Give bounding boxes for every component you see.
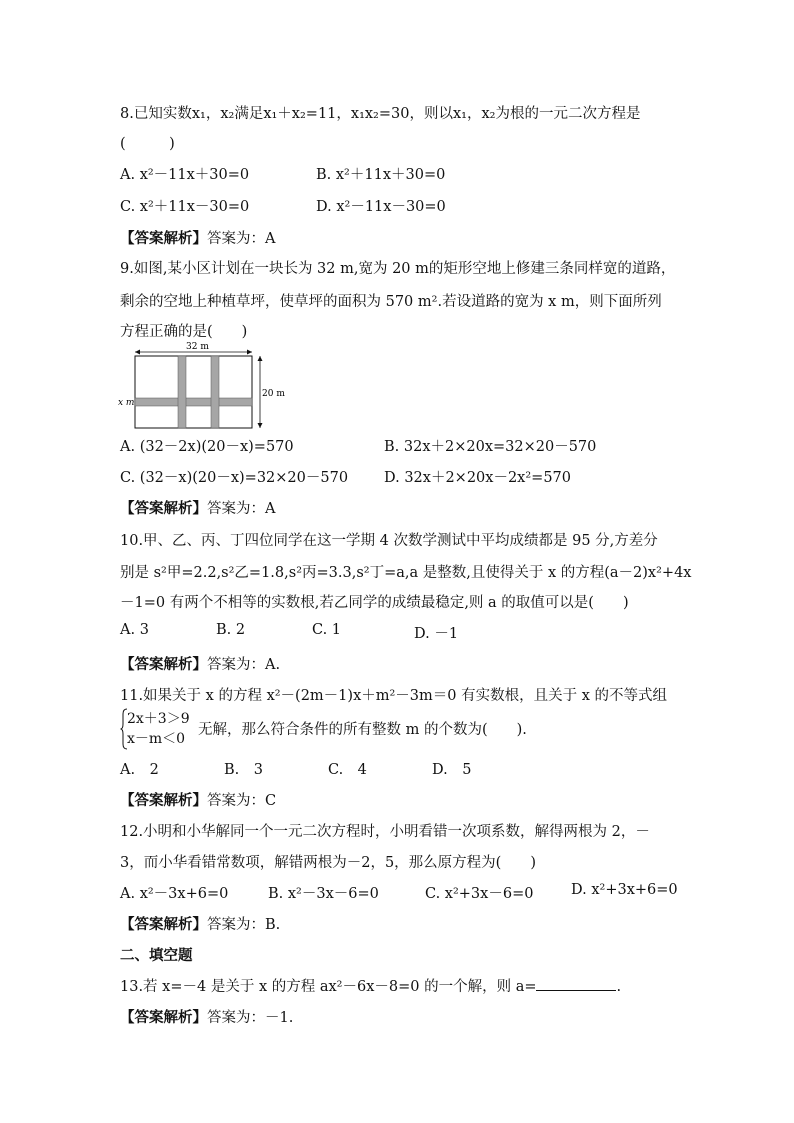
q10-option-d: D. －1: [414, 626, 459, 642]
q8-option-d: D. x²－11x－30=0: [316, 199, 446, 215]
arrow-bottom-head: [258, 423, 263, 428]
vertical-road-2: [211, 356, 219, 428]
q11-option-d: D. 5: [432, 762, 472, 778]
answer-label: 【答案解析】: [120, 231, 207, 247]
q10-option-a: A. 3: [120, 622, 149, 638]
q12-stem-line2: 3，而小华看错常数项，解错两根为－2，5，那么原方程为( ): [120, 855, 536, 871]
q8-option-a: A. x²－11x＋30=0: [120, 167, 250, 183]
q13-stem: [120, 975, 621, 996]
q10-stem-line3: －1=0 有两个不相等的实数根,若乙同学的成绩最稳定,则 a 的取值可以是( ): [120, 595, 629, 611]
answer-label: 【答案解析】: [120, 917, 207, 933]
system-line-1: 2x＋3＞9: [127, 711, 190, 727]
q8-stem-line1: 8.已知实数x₁，x₂满足x₁＋x₂=11，x₁x₂=30，则以x₁，x₂为根的一元二次方程是: [120, 106, 641, 122]
answer-text: 答案为：A.: [207, 657, 281, 673]
q9-stem-line1: 9.如图,某小区计划在一块长为 32 m,宽为 20 m的矩形空地上修建三条同样宽的道路，: [120, 261, 676, 277]
width-label: 32 m: [186, 342, 209, 352]
q12-option-c: C. x²+3x－6=0: [425, 886, 534, 902]
q8-answer: [120, 227, 275, 248]
q9-option-c: C. (32－x)(20－x)=32×20－570: [120, 470, 349, 486]
q10-option-c: C. 1: [312, 622, 342, 638]
answer-text: 答案为：A: [207, 501, 276, 517]
q12-option-a: A. x²－3x+6=0: [120, 886, 229, 902]
arrow-right-head: [247, 350, 252, 355]
vertical-road-1: [178, 356, 186, 428]
answer-label: 【答案解析】: [120, 501, 207, 517]
field-rectangle: [135, 356, 252, 428]
horizontal-road: [135, 398, 252, 406]
answer-label: 【答案解析】: [120, 1010, 207, 1026]
q11-answer: [120, 789, 276, 810]
q8-option-c: C. x²＋11x－30=0: [120, 199, 250, 215]
q9-option-d: D. 32x＋2×20x－2x²=570: [384, 470, 571, 486]
q11-option-b: B. 3: [224, 762, 263, 778]
q9-stem-line3: 方程正确的是( ): [120, 324, 248, 340]
q10-stem-line2: 别是 s²甲=2.2,s²乙=1.8,s²丙=3.3,s²丁=a,a 是整数,且使得关于 x 的方程(a－2)x²+4x: [120, 565, 692, 581]
q11-stem-line1: 11.如果关于 x 的方程 x²－(2m－1)x＋m²－3m＝0 有实数根，且关于 x 的不等式组: [120, 688, 668, 704]
q11-option-a: A. 2: [120, 762, 159, 778]
q11-option-c: C. 4: [328, 762, 367, 778]
q12-option-d: D. x²+3x+6=0: [571, 882, 678, 898]
q12-stem-line1: 12.小明和小华解同一个一元二次方程时，小明看错一次项系数，解得两根为 2，－: [120, 824, 650, 840]
answer-blank: [536, 977, 616, 991]
q10-answer: [120, 653, 280, 674]
q12-answer: [120, 913, 280, 934]
answer-text: 答案为：C: [207, 793, 277, 809]
q9-option-b: B. 32x＋2×20x=32×20－570: [384, 439, 597, 455]
section-title: 二、填空题: [120, 948, 193, 964]
q8-stem-line2: ( ): [120, 136, 175, 152]
q13-stem-end: .: [616, 979, 622, 995]
q9-option-a: A. (32－2x)(20－x)=570: [120, 439, 294, 455]
q12-option-b: B. x²－3x－6=0: [268, 886, 379, 902]
q9-answer: [120, 497, 275, 518]
answer-text: 答案为：－1.: [207, 1010, 294, 1026]
q13-answer: [120, 1006, 293, 1027]
q11-stem-after-system: 无解，那么符合条件的所有整数 m 的个数为( ).: [198, 722, 527, 738]
q10-stem-line1: 10.甲、乙、丙、丁四位同学在这一学期 4 次数学测试中平均成绩都是 95 分,方差分: [120, 533, 658, 549]
road-width-label: x m: [118, 398, 135, 408]
arrow-top-head: [258, 356, 263, 361]
q10-option-b: B. 2: [216, 622, 246, 638]
road-diagram-svg: [118, 340, 288, 430]
q13-stem-text: 13.若 x=－4 是关于 x 的方程 ax²－6x－8=0 的一个解，则 a=: [120, 979, 537, 995]
answer-text: 答案为：B.: [207, 917, 281, 933]
q9-stem-line2: 剩余的空地上种植草坪，使草坪的面积为 570 m².若设道路的宽为 x m，则下面所列: [120, 294, 662, 310]
q8-option-b: B. x²＋11x＋30=0: [316, 167, 446, 183]
height-label: 20 m: [262, 389, 285, 399]
answer-label: 【答案解析】: [120, 793, 207, 809]
answer-text: 答案为：A: [207, 231, 276, 247]
system-line-2: x－m＜0: [127, 731, 186, 747]
road-diagram: [118, 340, 288, 434]
answer-label: 【答案解析】: [120, 657, 207, 673]
arrow-left-head: [135, 350, 140, 355]
